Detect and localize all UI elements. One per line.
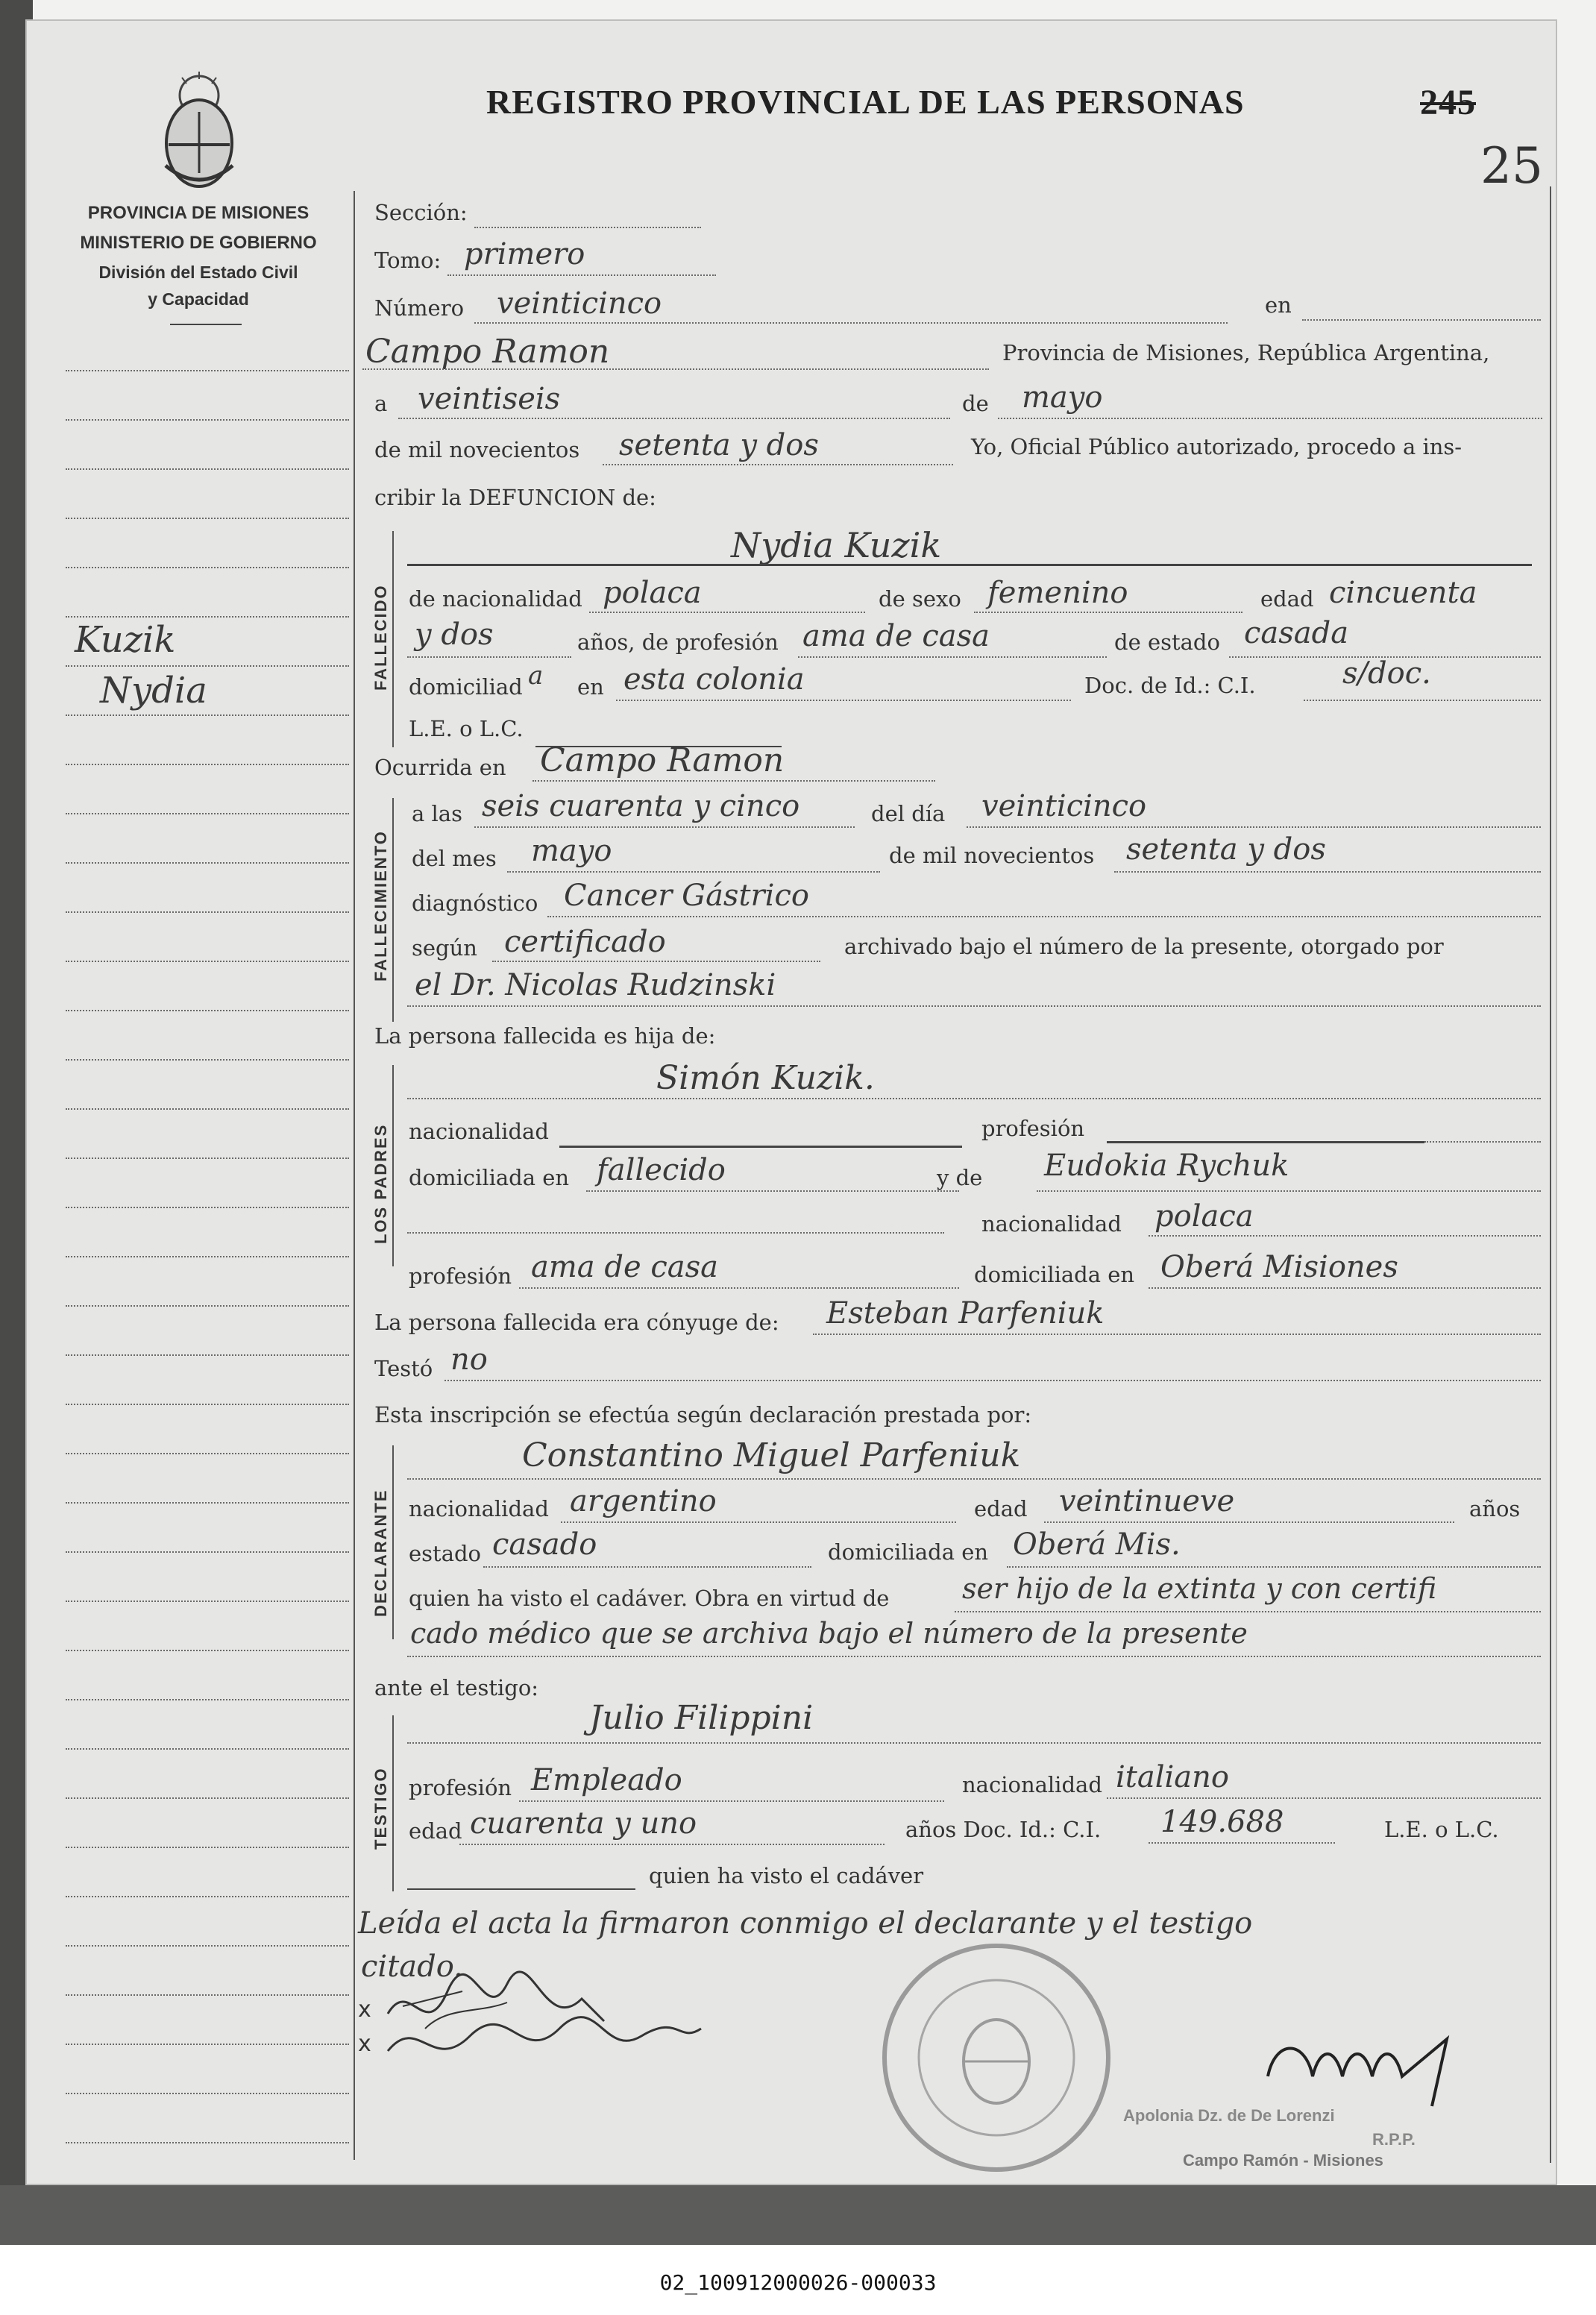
value-dia: veintiseis	[418, 382, 561, 416]
org-division: División del Estado Civil	[98, 263, 298, 282]
label-t-profesion: profesión	[409, 1775, 512, 1800]
value-t-profesion: Empleado	[531, 1763, 682, 1797]
fallecido-bracket	[392, 531, 394, 747]
label-a: a	[374, 391, 388, 416]
label-profesion-madre: profesión	[409, 1263, 512, 1289]
org-underline	[170, 324, 242, 325]
label-nacionalidad-padre: nacionalidad	[409, 1119, 549, 1144]
label-nacionalidad-madre: nacionalidad	[981, 1211, 1122, 1237]
margin-surname: Kuzik	[75, 619, 176, 661]
label-ocurrida-en: Ocurrida en	[374, 755, 506, 780]
value-conyuge: Esteban Parfeniuk	[826, 1296, 1105, 1331]
label-domiciliada-padre: domiciliada en	[409, 1165, 570, 1190]
label-t-anos-doc: años Doc. Id.: C.I.	[905, 1817, 1102, 1842]
label-d-quien: quien ha visto el cadáver. Obra en virtud de	[409, 1586, 890, 1611]
value-hora: seis cuarenta y cinco	[482, 789, 800, 823]
value-d-edad: veintinueve	[1059, 1484, 1235, 1518]
value-estado: casada	[1244, 616, 1349, 650]
value-mes-f: mayo	[531, 834, 612, 868]
label-edad: edad	[1260, 586, 1314, 612]
value-t-edad: cuarenta y uno	[470, 1806, 697, 1841]
label-domiciliada-madre: domiciliada en	[974, 1262, 1135, 1287]
value-edad-b: y dos	[415, 618, 494, 652]
label-d-estado: estado	[409, 1541, 482, 1566]
org-province: PROVINCIA DE MISIONES	[87, 203, 310, 223]
old-page-number: 245	[1420, 83, 1476, 122]
label-t-le-lc: L.E. o L.C.	[1384, 1817, 1499, 1842]
value-padre: Simón Kuzik.	[656, 1059, 875, 1097]
label-segun: según	[412, 935, 477, 961]
book-edge	[0, 2185, 1596, 2245]
label-t-quien: quien ha visto el cadáver	[649, 1863, 924, 1888]
value-padre-domicilio: fallecido	[597, 1153, 726, 1187]
label-d-nacionalidad: nacionalidad	[409, 1496, 549, 1521]
label-numero: Número	[374, 295, 465, 321]
value-mes: mayo	[1022, 380, 1103, 415]
value-t-ci: 149.688	[1160, 1805, 1284, 1839]
svg-text:x: x	[358, 2031, 371, 2057]
right-margin-line	[1550, 186, 1551, 2163]
image-code: 02_100912000026-000033	[659, 2270, 937, 2295]
side-label-fallecido: FALLECIDO	[371, 584, 390, 691]
page-title: REGISTRO PROVINCIAL DE LAS PERSONAS	[486, 83, 1245, 121]
value-doc: s/doc.	[1342, 656, 1431, 691]
label-diagnostico: diagnóstico	[412, 890, 538, 916]
label-conyuge: La persona fallecida era cónyuge de:	[374, 1310, 779, 1335]
value-dia-f: veinticinco	[981, 789, 1147, 823]
label-d-edad: edad	[974, 1496, 1028, 1521]
closing-line-2: citado.	[361, 1950, 463, 1984]
label-seccion: Sección:	[374, 200, 468, 225]
label-tomo: Tomo:	[374, 248, 442, 273]
side-label-testigo: TESTIGO	[371, 1767, 390, 1850]
label-d-domiciliada: domiciliada en	[828, 1539, 989, 1565]
label-a-las: a las	[412, 801, 462, 826]
value-nacionalidad: polaca	[603, 576, 702, 610]
left-margin-line	[354, 191, 355, 2160]
label-testo: Testó	[374, 1356, 433, 1381]
padres-bracket	[392, 1065, 394, 1266]
label-del-mes: del mes	[412, 846, 497, 871]
value-domicilio: esta colonia	[623, 662, 805, 697]
testigo-bracket	[392, 1715, 394, 1891]
value-d-obra-1: ser hijo de la extinta y con certifi	[962, 1572, 1437, 1605]
org-capacity: y Capacidad	[148, 289, 249, 309]
testigo-signature	[358, 2006, 716, 2088]
side-label-fallecimiento: FALLECIMIENTO	[371, 830, 390, 981]
official-seal-icon	[870, 1935, 1123, 2181]
side-label-declarante: DECLARANTE	[371, 1489, 390, 1617]
label-de-mes: de	[962, 391, 989, 416]
value-anio-f: setenta y dos	[1126, 832, 1326, 867]
coat-of-arms-icon	[160, 69, 239, 195]
value-d-obra-2: cado médico que se archiva bajo el número de la presente	[410, 1617, 1248, 1650]
label-del-dia: del día	[871, 801, 946, 826]
label-doc-id: Doc. de Id.: C.I.	[1084, 673, 1256, 698]
value-t-nacionalidad: italiano	[1116, 1760, 1229, 1794]
label-d-anos: años	[1469, 1496, 1521, 1521]
label-yo-oficial: Yo, Oficial Público autorizado, procedo a ins-	[971, 434, 1463, 459]
stamp-rpp: R.P.P.	[1372, 2130, 1416, 2149]
declarante-bracket	[392, 1445, 394, 1639]
label-en-domicilio: en	[577, 674, 604, 700]
value-nombre: Nydia Kuzik	[731, 525, 942, 565]
org-ministry: MINISTERIO DE GOBIERNO	[80, 233, 317, 253]
value-ocurrida: Campo Ramon	[540, 741, 785, 779]
value-madre: Eudokia Rychuk	[1044, 1149, 1289, 1183]
svg-text:x: x	[358, 1997, 371, 2023]
label-le-lc: L.E. o L.C.	[409, 716, 524, 741]
label-domiciliado: domiciliad	[409, 674, 523, 700]
value-testigo: Julio Filippini	[589, 1699, 814, 1737]
value-numero: veinticinco	[497, 286, 662, 321]
label-cribir: cribir la DEFUNCION de:	[374, 485, 656, 510]
value-madre-domicilio: Oberá Misiones	[1160, 1250, 1398, 1284]
label-anos-profesion: años, de profesión	[577, 629, 779, 655]
label-t-edad: edad	[409, 1818, 462, 1844]
label-y-de: y de	[937, 1165, 983, 1190]
label-de-nacionalidad: de nacionalidad	[409, 586, 582, 612]
value-medico: el Dr. Nicolas Rudzinski	[415, 968, 776, 1002]
value-segun: certificado	[504, 925, 666, 959]
value-diagnostico: Cancer Gástrico	[564, 879, 809, 913]
stamp-registrar: Apolonia Dz. de De Lorenzi	[1123, 2106, 1335, 2125]
value-sexo: femenino	[987, 576, 1128, 610]
closing-line-1: Leída el acta la firmaron conmigo el declarante y el testigo	[358, 1906, 1253, 1941]
value-declarante: Constantino Miguel Parfeniuk	[522, 1436, 1021, 1474]
value-d-nacionalidad: argentino	[570, 1484, 717, 1518]
fallecimiento-bracket	[392, 798, 394, 1022]
label-t-nacionalidad: nacionalidad	[962, 1772, 1102, 1797]
value-d-estado: casado	[492, 1527, 597, 1562]
value-madre-profesion: ama de casa	[531, 1250, 718, 1284]
value-lugar: Campo Ramon	[365, 333, 610, 371]
value-anio: setenta y dos	[619, 428, 819, 462]
value-tomo: primero	[464, 237, 585, 271]
value-domicilio-suffix: a	[528, 661, 544, 691]
label-de-mil-f: de mil novecientos	[889, 843, 1095, 868]
margin-name: Nydia	[100, 670, 207, 712]
value-profesion: ama de casa	[802, 619, 990, 653]
value-testo: no	[450, 1342, 488, 1377]
side-label-padres: LOS PADRES	[371, 1123, 390, 1244]
label-ante-testigo: ante el testigo:	[374, 1675, 539, 1700]
label-profesion-padre: profesión	[981, 1116, 1085, 1141]
label-provincia: Provincia de Misiones, República Argentina,	[1002, 340, 1490, 365]
value-d-domicilio: Oberá Mis.	[1013, 1527, 1181, 1562]
label-de-sexo: de sexo	[879, 586, 961, 612]
label-inscripcion: Esta inscripción se efectúa según declaración prestada por:	[374, 1402, 1032, 1427]
label-archivado: archivado bajo el número de la presente, otorgado por	[844, 934, 1444, 959]
value-edad-a: cincuenta	[1329, 576, 1477, 610]
label-en: en	[1265, 292, 1292, 318]
label-hija-de: La persona fallecida es hija de:	[374, 1023, 716, 1049]
value-madre-nacionalidad: polaca	[1154, 1199, 1254, 1234]
page-number: 25	[1480, 137, 1543, 195]
stamp-location: Campo Ramón - Misiones	[1183, 2151, 1383, 2170]
label-de-estado: de estado	[1114, 629, 1220, 655]
label-de-mil: de mil novecientos	[374, 437, 580, 462]
